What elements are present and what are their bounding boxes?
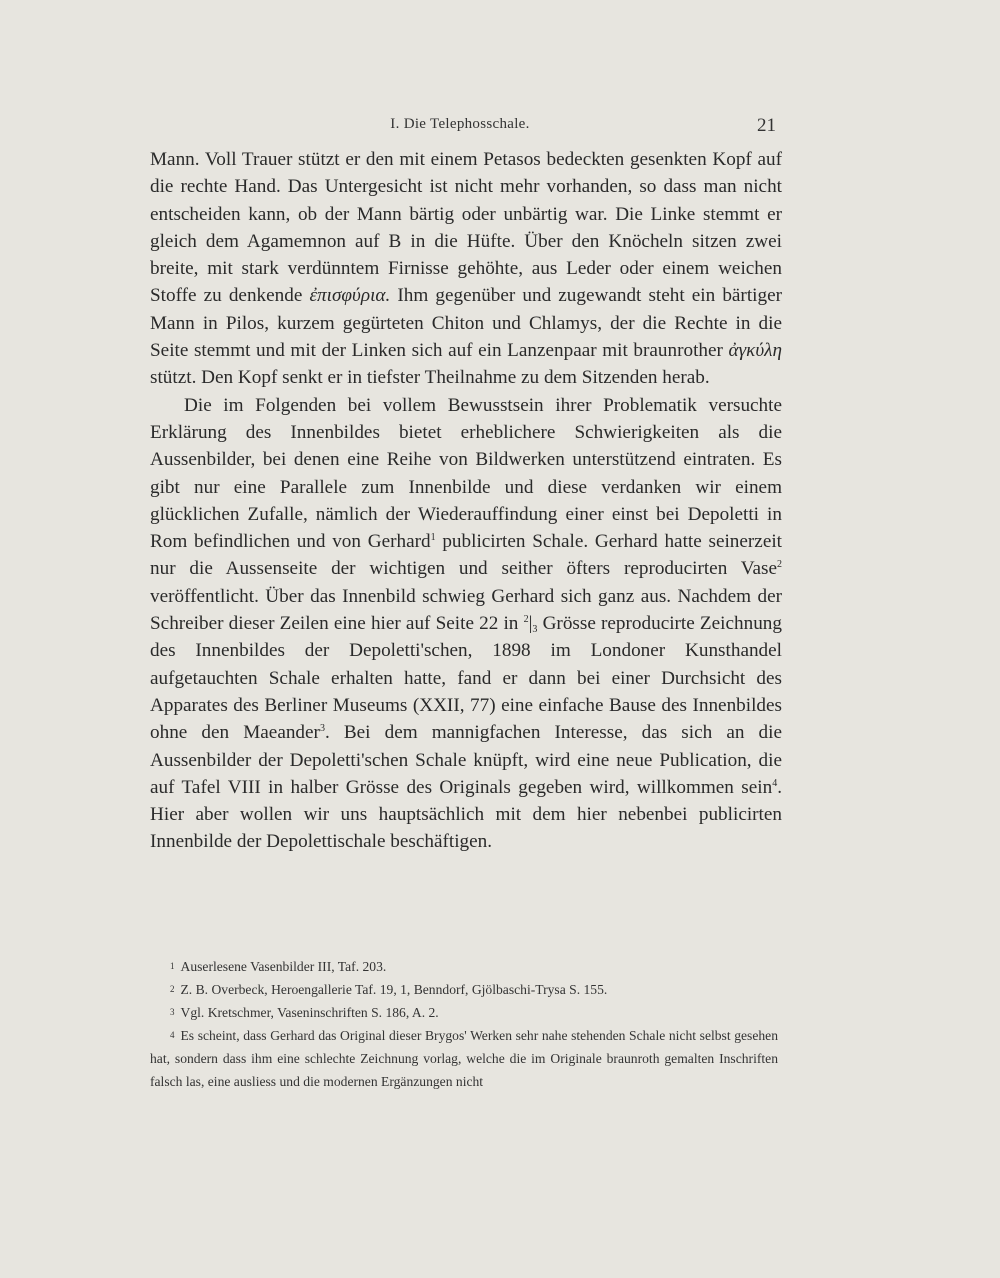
footnote-ref-4: 4 [772,777,778,789]
page-number: 21 [757,115,776,136]
paragraph-2-text-d: Grösse reproducirte Zeichnung des Innenbildes der Depoletti'schen, 1898 im Londoner Kunsthandel aufgetauchten Schale erhalten hatte, fand er dann bei einer Durchsicht des Apparates des Berliner Museums (XXII, 77) eine einfache Bause des Innenbildes ohne den Maeander [150,613,782,744]
footnote-1-text: Auserlesene Vasenbilder III, Taf. 203. [180,959,387,974]
greek-word-ankyle: ἀγκύλη [728,340,782,362]
paragraph-2-text-f: . Hier aber wollen wir uns hauptsächlich mit dem hier nebenbei publicirten Innenbilde der Depolettischale beschäftigen. [150,776,782,853]
paragraph-1-text-b: Ihm gegenüber und zugewandt steht ein bärtiger Mann in Pilos, kurzem gegürteten Chiton und Chlamys, der die Rechte in die Seite stemmt und mit der Linken sich auf ein Lanzenpaar mit braunrother [150,285,782,362]
running-title: I. Die Telephosschale. [390,116,530,132]
footnote-2-text: Z. B. Overbeck, Heroengallerie Taf. 19, 1, Benndorf, Gjölbaschi-Trysa S. 155. [180,982,608,997]
footnote-4-mark: 4 [170,1030,175,1040]
paragraph-2-text-e: . Bei dem mannigfachen Interesse, das sich an die Aussenbilder der Depoletti'schen Schale knüpft, wird eine neue Publication, die auf Tafel VIII in halber Grösse des Originals gegeben wird, willkommen sein [150,722,782,798]
footnote-2 [150,978,778,1001]
paragraph-2: Die im Folgenden bei vollem Bewusstsein ihrer Problematik versuchte Erklärung des Innenbildes bietet erheblichere Schwierigkeiten als die Aussenbilder, bei denen eine Reihe von Bildwerken unterstützend eintraten. Es gibt nur eine Parallele zum Innenbilde und diese verdanken wir einem glücklichen Zufalle, nämlich der Wiederauffindung einer einst bei Depoletti in Rom befindlichen und von Gerhard$^1$ publicirten Schale. Gerhard hatte seinerzeit nur die Aussenseite der wichtigen und seither öfters reproducirten Vase$^2$ veröffentlicht. Über das Innenbild schwieg Gerhard sich ganz aus. Nachdem der Schreiber dieser Zeilen eine hier auf Seite 22 in $^2|_3$ Grösse reproducirte Zeichnung des Innenbildes der Depoletti'schen, 1898 im Londoner Kunsthandel aufgetauchten Schale erhalten hatte, fand er dann bei einer Durchsicht des Apparates des Berliner Museums (XXII, 77) eine einfache Bause des Innenbildes ohne den Maeander$^3$. Bei dem mannigfachen Interesse, das sich an die Aussenbilder der Depoletti'schen Schale knüpft, wird eine neue Publication, die auf Tafel VIII in halber Grösse des Originals gegeben wird, willkommen sein$^4$. Hier aber wollen wir uns hauptsächlich mit dem hier nebenbei publicirten Innenbilde der Depolettischale beschäftigen. [150,394,782,853]
footnote-3-text: Vgl. Kretschmer, Vaseninschriften S. 186, A. 2. [180,1005,439,1020]
paragraph-1-text-c: stützt. Den Kopf senkt er in tiefster Theilnahme zu dem Sitzenden herab. [150,367,710,389]
footnote-4-text: Es scheint, dass Gerhard das Original dieser Brygos' Werken sehr nahe stehenden Schale nicht selbst gesehen hat, sondern dass ihm eine schlechte Zeichnung vorlag, welche die im Originale braunroth gemalten Inschriften falsch las, eine ausliess und die modernen Ergänzungen nicht [150,1028,778,1089]
footnote-ref-3: 3 [319,723,325,735]
paragraph-1 [150,146,782,392]
footnotes [150,955,778,1093]
footnote-ref-1: 1 [430,532,436,544]
page-header [150,115,776,140]
greek-word-episphyria: ἐπισφύρια. [309,285,391,307]
footnote-3 [150,1001,778,1024]
footnote-ref-2: 2 [777,559,782,571]
fraction-numerator: 2 [523,614,529,626]
footnote-3-mark: 3 [170,1007,175,1017]
paragraph-1-text-a: Mann. Voll Trauer stützt er den mit einem Petasos bedeckten gesenkten Kopf auf die rechte Hand. Das Untergesicht ist nicht mehr vorhanden, so dass man nicht entscheiden kann, ob der Mann bärtig oder unbärtig war. Die Linke stemmt er gleich dem Agamemnon auf B in die Hüfte. Über den Knöcheln sitzen zwei breite, mit stark verdünntem Firnisse gehöhte, aus Leder oder einem weichen Stoffe zu denkende [150,149,782,307]
paragraph-2-text-a: Die im Folgenden bei vollem Bewusstsein ihrer Problematik versuchte Erklärung des Innenbildes bietet erheblichere Schwierigkeiten als die Aussenbilder, bei denen eine Reihe von Bildwerken unterstützend eintraten. Es gibt nur eine Parallele zum Innenbilde und diese verdanken wir einem glücklichen Zufalle, nämlich der Wiederauffindung einer einst bei Depoletti in Rom befindlichen und von Gerhard [150,394,782,553]
footnote-2-mark: 2 [170,984,175,994]
paragraph-2-text-c: veröffentlicht. Über das Innenbild schwieg Gerhard sich ganz aus. Nachdem der Schreiber dieser Zeilen eine hier auf Seite 22 in [150,585,782,635]
main-text [150,146,782,856]
footnote-1-mark: 1 [170,961,175,971]
footnote-4 [150,1024,778,1093]
fraction-denominator: 3 [532,624,538,636]
footnote-1 [150,955,778,978]
paragraph-2-text-b: publicirten Schale. Gerhard hatte seinerzeit nur die Aussenseite der wichtigen und seither öfters reproducirten Vase [150,531,782,580]
